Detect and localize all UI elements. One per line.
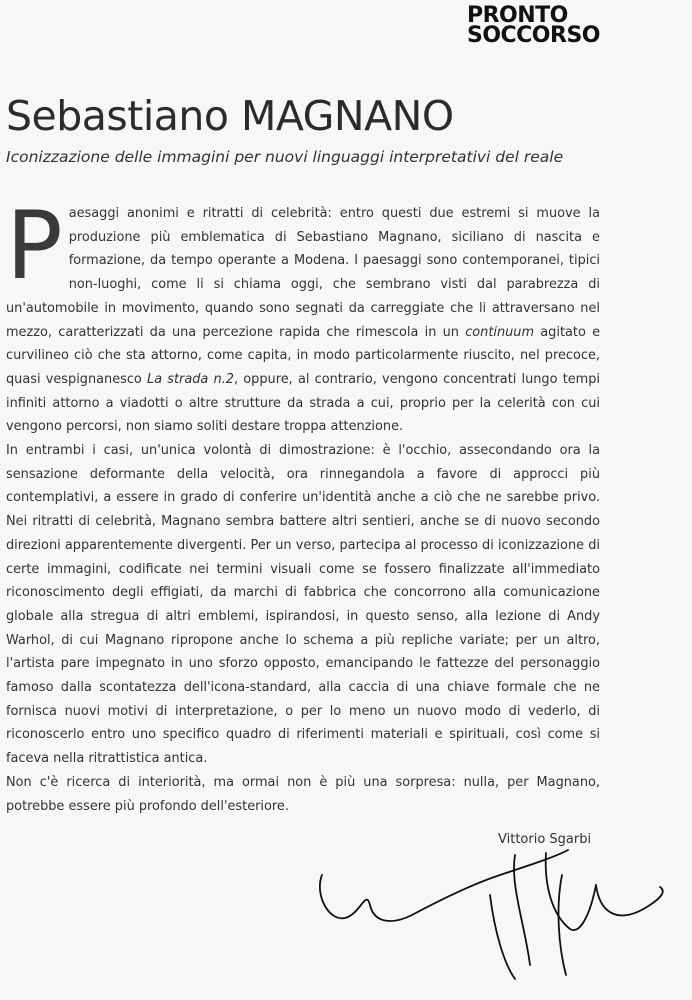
paragraph-1-text-c: , oppure, al contrario, vengono concentrati lungo tempi infiniti attorno a viadotti o altre strutture da strada a cui, proprio per la celerità con cui vengono percorsi, non siamo soliti destare troppa attenzione. <box>6 371 600 435</box>
section-label-line1: PRONTO <box>466 3 568 28</box>
article-title: Sebastiano MAGNANO <box>6 92 454 140</box>
drop-cap: P <box>6 192 63 301</box>
handwritten-signature <box>300 845 670 985</box>
paragraph-2: In entrambi i casi, un'unica volontà di dimostrazione: è l'occhio, assecondando ora la sensazione deformante della velocità, ora rinnegandola a favore di approcci più contemplativi, a essere in grado di conferire un'identità anche a ciò che ne sarebbe privo. Nei ritratti di celebrità, Magnano sembra battere altri sentieri, anche se di nuovo secondo direzioni apparentemente divergenti. Per un verso, partecipa al processo di iconizzazione di certe immagini, codificate nei termini visuali come se fossero finalizzate all'immediato riconoscimento degli effigiati, da marchi di fabbrica che concorrono alla comunicazione globale alla stregua di altri emblemi, ispirandosi, in questo senso, alla lezione di Andy Warhol, di cui Magnano ripropone anche lo schema a più repliche variate; per un altro, l'artista pare impegnato in uno sforzo opposto, emancipando le fattezze del personaggio famoso dalla scontatezza dell'icona-standard, alla caccia di una chiave formale che ne fornisca nuovi motivi di interpretazione, o per lo meno un nuovo modo di vederlo, di riconoscerlo entro uno specifico quadro di riferimenti materiali e spirituali, così come si faceva nella ritrattistica antica. <box>6 443 600 767</box>
article-subtitle: Iconizzazione delle immagini per nuovi linguaggi interpretativi del reale <box>6 148 564 166</box>
paragraph-1 <box>6 192 601 439</box>
section-label <box>466 3 600 48</box>
section-label-line2: SOCCORSO <box>466 23 600 48</box>
paragraph-1-text-b: agitato e curvilineo ciò che sta attorno, come capita, in modo particolarmente riuscito, nel precoce, quasi vespignanesco <box>6 324 601 387</box>
paragraph-1-text-a: aesaggi anonimi e ritratti di celebrità: entro questi due estremi si muove la produzione più emblematica di Sebastiano Magnano, siciliano di nascita e formazione, da tempo operante a Modena. I paesaggi sono contemporanei, tipici non-luoghi, come li si chiama oggi, che sembrano visti dal parabrezza di un'automobile in movimento, quando sono segnati da carreggiate che li attraversano nel mezzo, caratterizzati da una percezione rapida che rimescola in un <box>6 206 600 340</box>
author-name: Vittorio Sgarbi <box>498 832 592 847</box>
article-body <box>6 192 601 818</box>
emphasis-continuum: continuum <box>465 324 535 340</box>
emphasis-artwork-title: La strada n.2 <box>147 371 234 387</box>
paragraph-3: Non c'è ricerca di interiorità, ma ormai non è più una sorpresa: nulla, per Magnano, potrebbe essere più profondo dell'esteriore. <box>6 774 600 814</box>
